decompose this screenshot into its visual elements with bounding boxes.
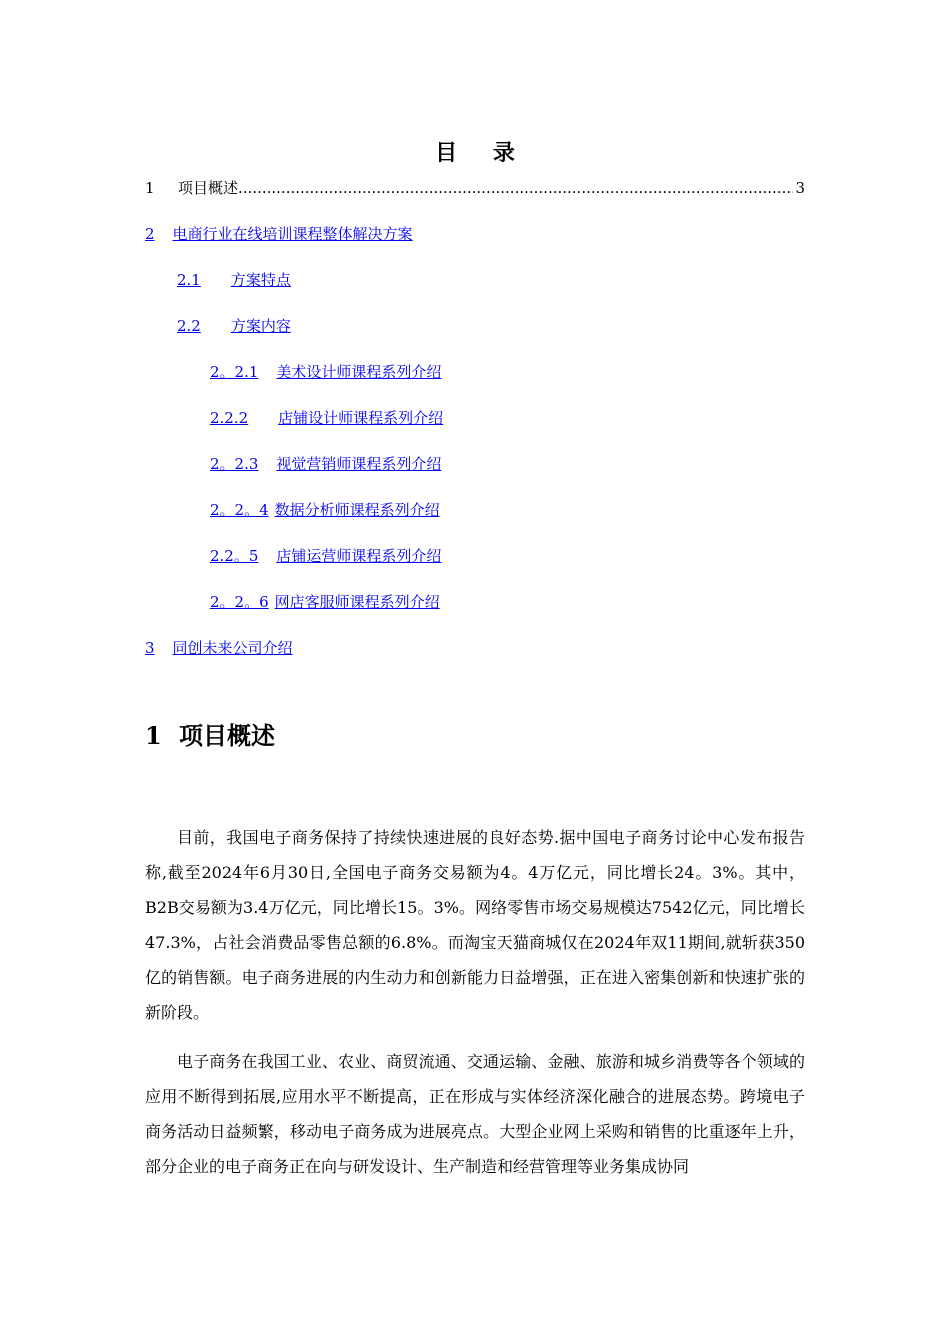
toc-entry-1[interactable] bbox=[145, 178, 805, 198]
toc-entry-number: 2。2.1 bbox=[210, 363, 259, 381]
toc-entry-3[interactable] bbox=[145, 638, 293, 658]
body-paragraph: 电子商务在我国工业、农业、商贸流通、交通运输、金融、旅游和城乡消费等各个领域的应用不断得到拓展,应用水平不断提高，正在形成与实体经济深化融合的进展态势。跨境电子商务活动日益频繁，移动电子商务成为进展亮点。大型企业网上采购和销售的比重逐年上升，部分企业的电子商务正在向与研发设计、生产制造和经营管理等业务集成协同 bbox=[145, 1052, 805, 1176]
toc-link[interactable] bbox=[210, 455, 441, 473]
toc-link[interactable] bbox=[210, 363, 441, 381]
toc-entry-label: 同创未来公司介绍 bbox=[172, 639, 293, 657]
toc-entry-label: 方案特点 bbox=[230, 271, 291, 289]
toc-entry-2[interactable] bbox=[145, 224, 413, 244]
toc-entry-number: 2 bbox=[145, 225, 155, 243]
toc-link[interactable] bbox=[145, 639, 293, 657]
toc-entry-label: 网店客服师课程系列介绍 bbox=[274, 593, 440, 611]
toc-entry-label: 方案内容 bbox=[230, 317, 291, 335]
toc-entry-label: 美术设计师课程系列介绍 bbox=[276, 363, 442, 381]
toc-entry-label: 店铺设计师课程系列介绍 bbox=[278, 409, 444, 427]
toc-entry-number: 2.2.2 bbox=[210, 409, 249, 427]
toc-link[interactable] bbox=[210, 501, 440, 519]
toc-entry-2-2-1[interactable] bbox=[210, 362, 441, 382]
toc-link[interactable] bbox=[145, 225, 413, 243]
toc-entry-number: 1 bbox=[145, 179, 155, 197]
toc-entry-label: 项目概述 bbox=[178, 179, 239, 197]
toc-leader-dots bbox=[238, 178, 793, 198]
toc-entry-number: 2。2.3 bbox=[210, 455, 259, 473]
toc-entry-number: 2.2 bbox=[177, 317, 201, 335]
toc-entry-2-2-3[interactable] bbox=[210, 454, 441, 474]
toc-entry-2-2-5[interactable] bbox=[210, 546, 441, 566]
toc-link[interactable] bbox=[210, 409, 443, 427]
toc-link[interactable] bbox=[177, 271, 291, 289]
toc-entry-number: 2.2。5 bbox=[210, 547, 259, 565]
toc-entry-number: 3 bbox=[145, 639, 155, 657]
toc-entry-number: 2。2。6 bbox=[210, 593, 269, 611]
toc-entry-page: 3 bbox=[795, 179, 805, 197]
toc-link[interactable] bbox=[210, 547, 441, 565]
toc-entry-number: 2。2。4 bbox=[210, 501, 269, 519]
toc-entry-label: 店铺运营师课程系列介绍 bbox=[276, 547, 442, 565]
toc-entry-number: 2.1 bbox=[177, 271, 201, 289]
body-paragraph: 目前，我国电子商务保持了持续快速进展的良好态势.据中国电子商务讨论中心发布报告称,截至2024年6月30日,全国电子商务交易额为4。4万亿元，同比增长24。3%。其中，B2B交易额为3.4万亿元，同比增长15。3%。网络零售市场交易规模达7542亿元，同比增长47.3%，占社会消费品零售总额的6.8%。而淘宝天猫商城仅在2024年双11期间,就斩获350亿的销售额。电子商务进展的内生动力和创新能力日益增强，正在进入密集创新和快速扩张的新阶段。 bbox=[145, 828, 805, 1022]
toc-link[interactable] bbox=[210, 593, 440, 611]
toc-entry-label: 视觉营销师课程系列介绍 bbox=[276, 455, 442, 473]
toc-entry-2-2-6[interactable] bbox=[210, 592, 440, 612]
toc-entry-2-2-4[interactable] bbox=[210, 500, 440, 520]
toc-entry-2-2[interactable] bbox=[177, 316, 291, 336]
toc-entry-label: 电商行业在线培训课程整体解决方案 bbox=[172, 225, 413, 243]
section-number: 1 bbox=[145, 721, 162, 750]
toc-entry-2-1[interactable] bbox=[177, 270, 291, 290]
section-heading bbox=[145, 716, 275, 751]
toc-link[interactable] bbox=[177, 317, 291, 335]
section-title: 项目概述 bbox=[179, 721, 275, 750]
toc-entry-2-2-2[interactable] bbox=[210, 408, 443, 428]
toc-title: 目 录 bbox=[435, 140, 529, 166]
toc-entry-label: 数据分析师课程系列介绍 bbox=[274, 501, 440, 519]
